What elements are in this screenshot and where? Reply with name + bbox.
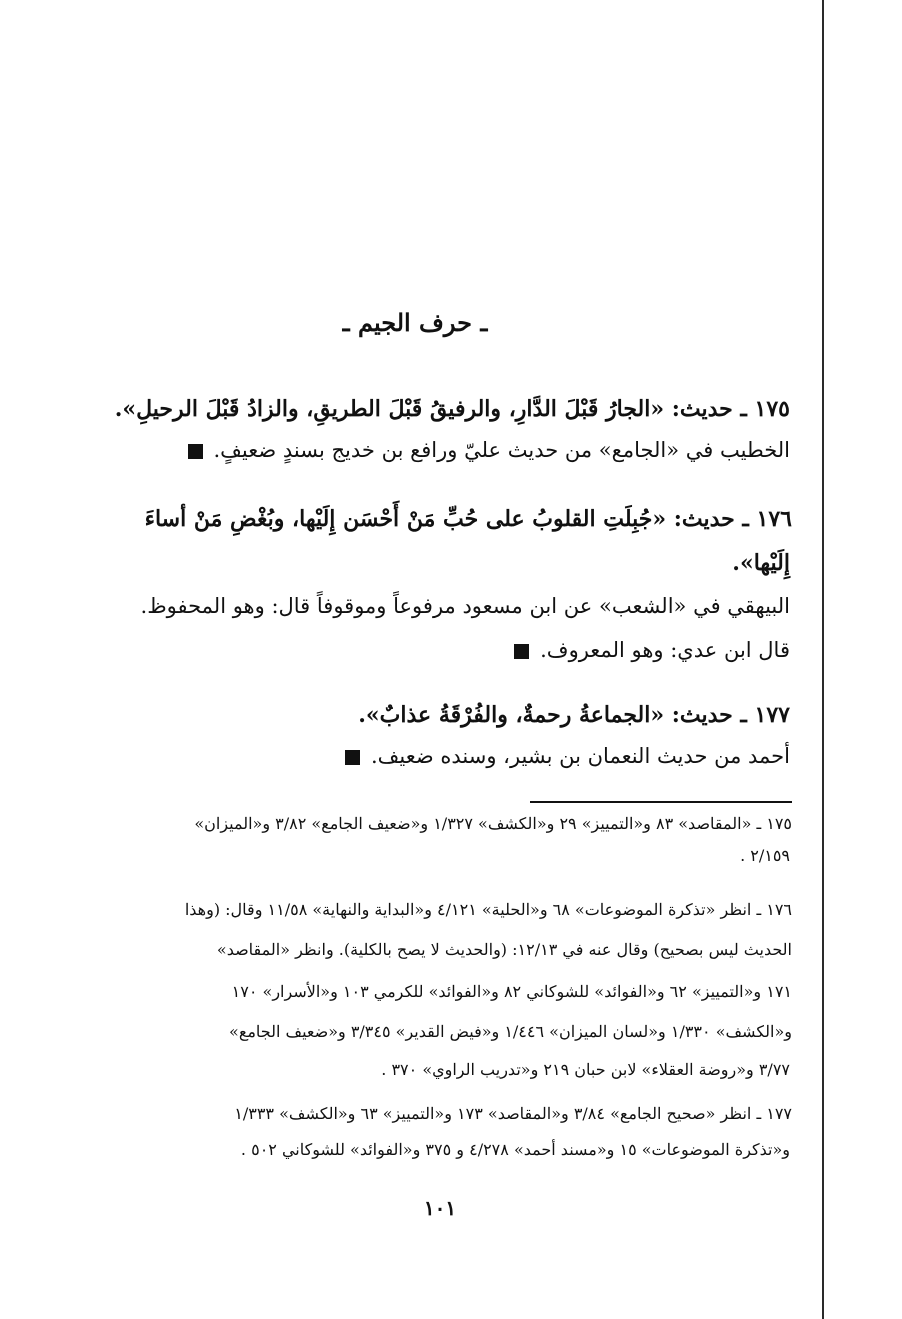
hadith-176-source-line-2 <box>514 638 790 662</box>
end-square-icon <box>188 444 203 459</box>
end-square-icon <box>345 750 360 765</box>
footnote-176-line-4: و«الكشف» ١/٣٣٠ و«لسان الميزان» ١/٤٤٦ و«فيض القدير» ٣/٣٤٥ و«ضعيف الجامع» <box>229 1022 792 1041</box>
footnote-177-line-2: و«تذكرة الموضوعات» ١٥ و«مسند أحمد» ٤/٢٧٨ و ٣٧٥ و«الفوائد» للشوكاني ٥٠٢ . <box>240 1140 790 1159</box>
footnote-176-line-5: ٣/٧٧ و«روضة العقلاء» لابن حبان ٢١٩ و«تدريب الراوي» ٣٧٠ . <box>381 1060 790 1079</box>
footnote-176-line-2: الحديث ليس بصحيح) وقال عنه في ١٢/١٣: (والحديث لا يصح بالكلية). وانظر «المقاصد» <box>216 940 792 959</box>
hadith-177-source <box>345 744 790 768</box>
hadith-176-source-line-1: البيهقي في «الشعب» عن ابن مسعود مرفوعاً وموقوفاً قال: وهو المحفوظ. <box>140 594 790 618</box>
hadith-175-source-text: الخطيب في «الجامع» من حديث عليّ ورافع بن خديج بسندٍ ضعيفٍ. <box>213 438 790 462</box>
hadith-175-source <box>188 438 790 462</box>
hadith-177-source-text: أحمد من حديث النعمان بن بشير، وسنده ضعيف. <box>371 744 790 768</box>
hadith-176-text-line-1: ١٧٦ ـ حديث: «جُبِلَتِ القلوبُ على حُبِّ مَنْ أَحْسَن إِلَيْها، وبُغْضِ مَنْ أساءَ <box>144 506 792 532</box>
footnote-175-line-2: ٢/١٥٩ . <box>740 846 790 865</box>
hadith-177-text: ١٧٧ ـ حديث: «الجماعةُ رحمةٌ، والفُرْقَةُ عذابٌ». <box>358 702 790 728</box>
end-square-icon <box>514 644 529 659</box>
hadith-176-text-line-2: إِلَيْها». <box>732 550 790 576</box>
footnote-separator <box>530 801 792 803</box>
footnote-176-line-3: ١٧١ و«التمييز» ٦٢ و«الفوائد» للشوكاني ٨٢ و«الفوائد» للكرمي ١٠٣ و«الأسرار» ١٧٠ <box>231 982 792 1001</box>
hadith-175-text: ١٧٥ ـ حديث: «الجارُ قَبْلَ الدَّارِ، والرفيقُ قَبْلَ الطريقِ، والزادُ قَبْلَ الرحيلِ». <box>114 396 790 422</box>
footnote-175-line-1: ١٧٥ ـ «المقاصد» ٨٣ و«التمييز» ٢٩ و«الكشف» ١/٣٢٧ و«ضعيف الجامع» ٣/٨٢ و«الميزان» <box>194 814 792 833</box>
page-number: ١٠١ <box>423 1196 457 1220</box>
hadith-176-source-text-2: قال ابن عدي: وهو المعروف. <box>540 638 790 662</box>
section-heading: ـ حرف الجيم ـ <box>342 308 488 337</box>
footnote-177-line-1: ١٧٧ ـ انظر «صحيح الجامع» ٣/٨٤ و«المقاصد» ١٧٣ و«التمييز» ٦٣ و«الكشف» ١/٣٣٣ <box>234 1104 792 1123</box>
footnote-176-line-1: ١٧٦ ـ انظر «تذكرة الموضوعات» ٦٨ و«الحلية» ٤/١٢١ و«البداية والنهاية» ١١/٥٨ وقال: (وهذا <box>184 900 792 919</box>
